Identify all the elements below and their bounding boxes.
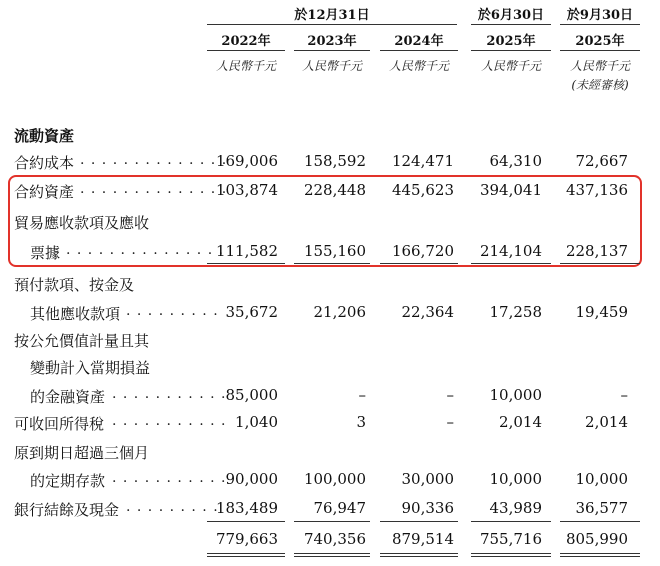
period-rule-jun30 (471, 24, 551, 25)
year-rule (294, 50, 370, 51)
unit-label: 人民幣千元 (388, 59, 449, 73)
table-cell: – (446, 413, 454, 431)
dot-leader: . . . . . . . . . (126, 499, 219, 515)
subtotal-rule (380, 521, 458, 522)
subtotal-rule (294, 521, 370, 522)
table-cell: 111,582 (215, 242, 278, 260)
unit-label: 人民幣千元 (480, 59, 541, 73)
table-cell: 166,720 (391, 242, 454, 260)
row-label: 貿易應收款項及應收 (14, 214, 150, 232)
year-header: 2023年 (307, 34, 357, 49)
total-double-rule (380, 553, 458, 557)
row-label-continued: 的金融資產 (30, 388, 106, 406)
year-rule (560, 50, 640, 51)
cell-underline (294, 263, 370, 264)
cell-underline (560, 263, 640, 264)
table-cell: 10,000 (575, 470, 628, 488)
year-header: 2025年 (486, 34, 536, 49)
table-cell: 10,000 (489, 386, 542, 404)
table-cell: 72,667 (575, 152, 628, 170)
table-cell: 169,006 (215, 152, 278, 170)
table-cell: 214,104 (479, 242, 542, 260)
table-cell: 35,672 (225, 303, 278, 321)
row-label-continued: 變動計入當期損益 (30, 359, 151, 377)
table-cell: 228,448 (303, 181, 366, 199)
table-cell: 437,136 (565, 181, 628, 199)
total-cell: 740,356 (303, 530, 366, 548)
period-header-dec31: 於12月31日 (294, 8, 370, 23)
table-cell: 19,459 (575, 303, 628, 321)
row-label: 原到期日超過三個月 (14, 444, 150, 462)
table-cell: 183,489 (215, 499, 278, 517)
row-label: 按公允價值計量且其 (14, 332, 150, 350)
section-title: 流動資產 (14, 127, 75, 145)
total-cell: 779,663 (215, 530, 278, 548)
table-cell: 103,874 (215, 181, 278, 199)
period-rule-sep30 (560, 24, 640, 25)
table-cell: 21,206 (313, 303, 366, 321)
total-cell: 805,990 (565, 530, 628, 548)
total-double-rule (294, 553, 370, 557)
table-cell: – (620, 386, 628, 404)
year-rule (471, 50, 551, 51)
year-rule (207, 50, 285, 51)
cell-underline (471, 263, 551, 264)
period-header-jun30: 於6月30日 (477, 8, 545, 23)
table-cell: 100,000 (303, 470, 366, 488)
unit-label: 人民幣千元 (569, 59, 630, 73)
row-label: 銀行結餘及現金 (14, 501, 120, 519)
subtotal-rule (471, 521, 551, 522)
table-cell: 36,577 (575, 499, 628, 517)
subtotal-rule (560, 521, 640, 522)
dot-leader: . . . . . . . . . . . (112, 386, 227, 402)
unit-label: 人民幣千元 (301, 59, 362, 73)
table-cell: 124,471 (391, 152, 454, 170)
period-rule-dec31 (207, 24, 457, 25)
total-double-rule (207, 553, 285, 557)
table-cell: 90,336 (401, 499, 454, 517)
dot-leader: . . . . . . . . . . . . . . (80, 152, 228, 168)
table-cell: 394,041 (479, 181, 542, 199)
row-label: 合約成本 (14, 154, 75, 172)
table-cell: 76,947 (313, 499, 366, 517)
dot-leader: . . . . . . . . . (126, 303, 219, 319)
table-cell: 90,000 (225, 470, 278, 488)
table-cell: 85,000 (225, 386, 278, 404)
table-cell: 2,014 (499, 413, 542, 431)
year-rule (380, 50, 458, 51)
unaudited-label: (未經審核) (571, 78, 629, 92)
table-cell: 22,364 (401, 303, 454, 321)
unit-label: 人民幣千元 (215, 59, 276, 73)
row-label-continued: 的定期存款 (30, 472, 106, 490)
year-header: 2025年 (575, 34, 625, 49)
table-cell: 228,137 (565, 242, 628, 260)
row-label-continued: 票據 (30, 244, 61, 262)
cell-underline (380, 263, 458, 264)
dot-leader: . . . . . . . . . . . (112, 470, 227, 486)
table-cell: 3 (356, 413, 366, 431)
dot-leader: . . . . . . . . . . . (112, 413, 227, 429)
total-double-rule (560, 553, 640, 557)
year-header: 2022年 (221, 34, 271, 49)
table-cell: 1,040 (235, 413, 278, 431)
total-cell: 879,514 (391, 530, 454, 548)
table-cell: 10,000 (489, 470, 542, 488)
row-label: 合約資產 (14, 183, 75, 201)
period-header-sep30: 於9月30日 (566, 8, 634, 23)
table-cell: – (358, 386, 366, 404)
table-cell: 64,310 (489, 152, 542, 170)
year-header: 2024年 (394, 34, 444, 49)
table-cell: – (446, 386, 454, 404)
table-cell: 158,592 (303, 152, 366, 170)
dot-leader: . . . . . . . . . . . . . . (80, 181, 228, 197)
row-label-continued: 其他應收款項 (30, 305, 121, 323)
cell-underline (207, 263, 285, 264)
subtotal-rule (207, 521, 285, 522)
total-cell: 755,716 (479, 530, 542, 548)
table-cell: 2,014 (585, 413, 628, 431)
table-cell: 30,000 (401, 470, 454, 488)
table-cell: 17,258 (489, 303, 542, 321)
table-cell: 445,623 (391, 181, 454, 199)
row-label: 預付款項、按金及 (14, 276, 135, 294)
table-cell: 155,160 (303, 242, 366, 260)
dot-leader: . . . . . . . . . . . . . . . (66, 242, 225, 258)
total-double-rule (471, 553, 551, 557)
table-cell: 43,989 (489, 499, 542, 517)
row-label: 可收回所得稅 (14, 415, 105, 433)
